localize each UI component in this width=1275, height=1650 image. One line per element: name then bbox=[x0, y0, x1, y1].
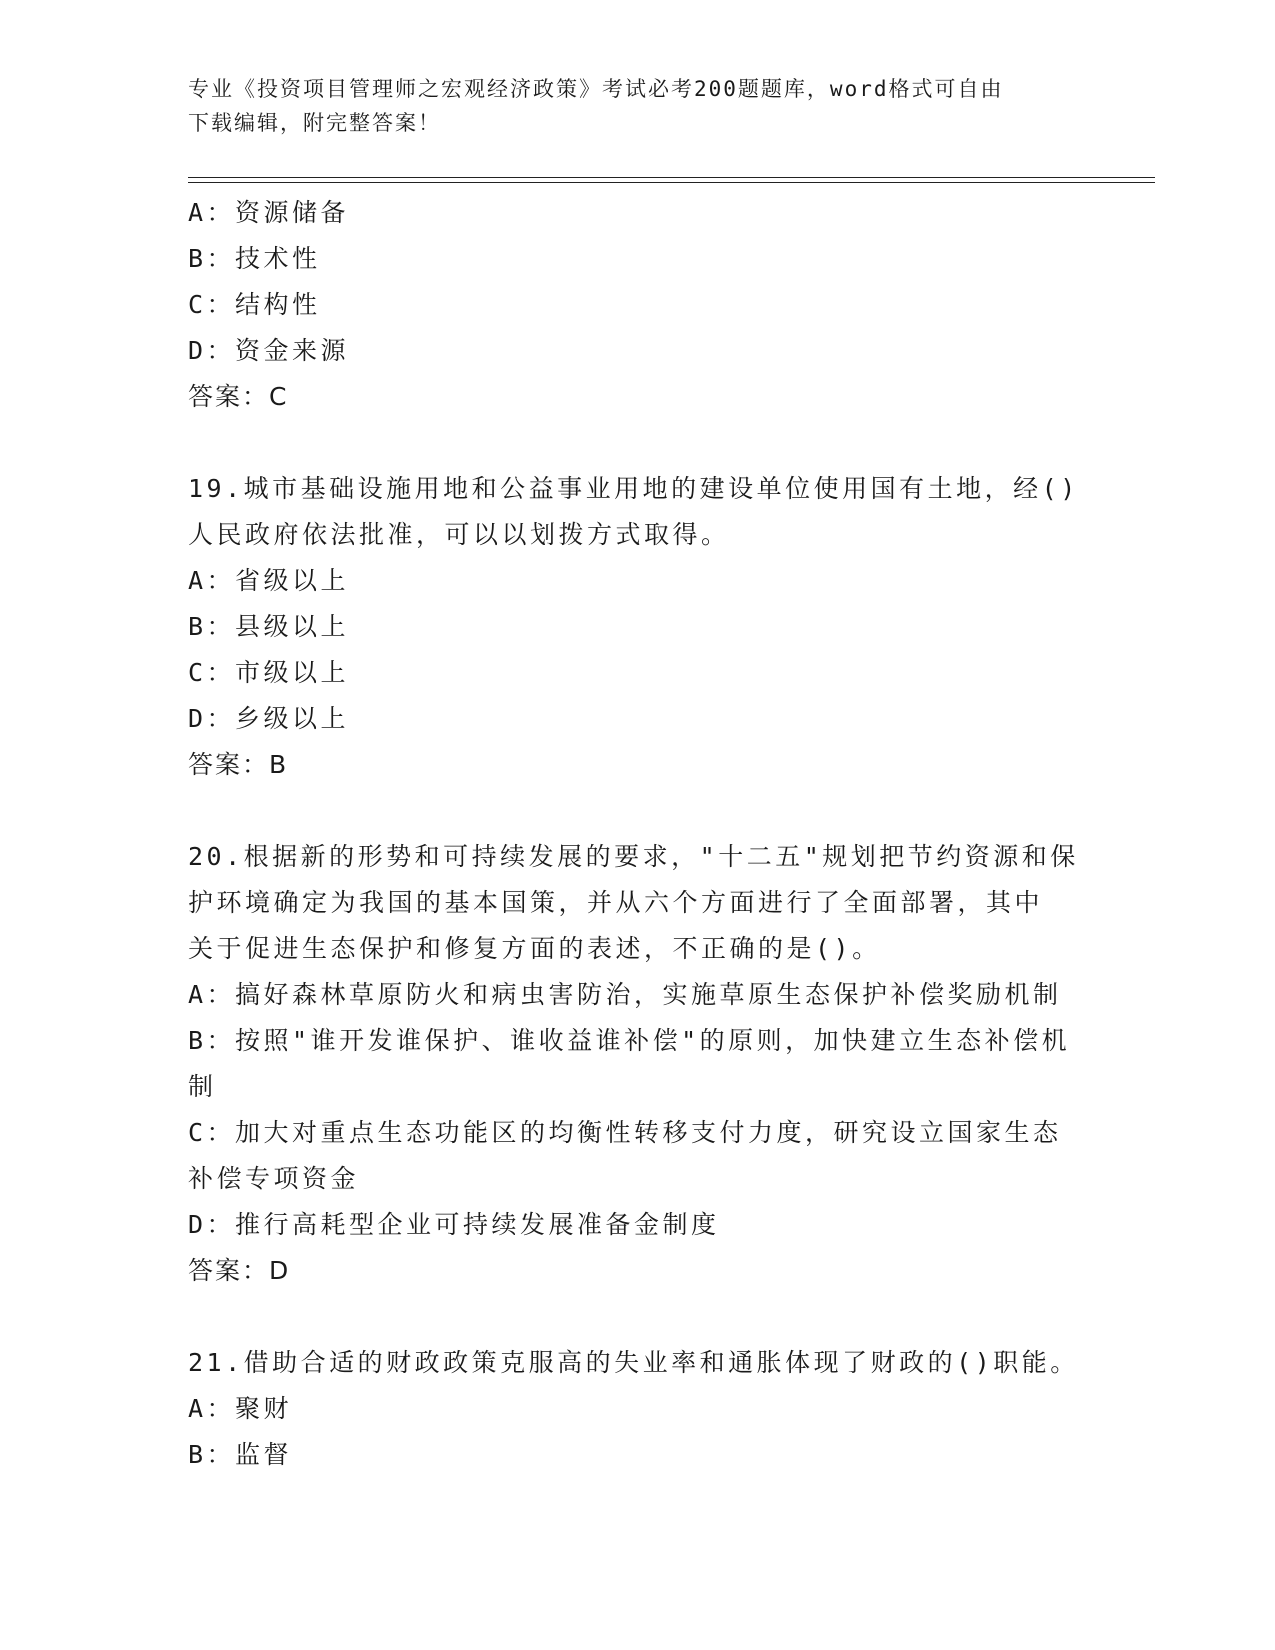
option-a: A：聚财 bbox=[188, 1394, 293, 1423]
question-19 bbox=[188, 466, 1088, 788]
option-c: C：市级以上 bbox=[188, 658, 350, 687]
option-c: C：结构性 bbox=[188, 290, 321, 319]
spacer bbox=[188, 1294, 1088, 1340]
option-a: A：省级以上 bbox=[188, 566, 350, 595]
question-20 bbox=[188, 834, 1088, 1294]
question-stem-line: 关于促进生态保护和修复方面的表述，不正确的是()。 bbox=[188, 934, 881, 963]
option-b: B：县级以上 bbox=[188, 612, 350, 641]
header-line-2: 下载编辑，附完整答案！ bbox=[188, 111, 441, 135]
option-d: D：推行高耗型企业可持续发展准备金制度 bbox=[188, 1210, 720, 1239]
option-d: D：资金来源 bbox=[188, 336, 350, 365]
question-stem-line: 人民政府依法批准，可以以划拨方式取得。 bbox=[188, 520, 730, 549]
option-b: B：技术性 bbox=[188, 244, 321, 273]
question-stem-line: 护环境确定为我国的基本国策，并从六个方面进行了全面部署，其中 bbox=[188, 888, 1044, 917]
question-18 bbox=[188, 190, 1088, 420]
header-divider-bottom bbox=[188, 182, 1155, 183]
answer-line: 答案：D bbox=[188, 1256, 291, 1285]
question-21 bbox=[188, 1340, 1088, 1478]
spacer bbox=[188, 788, 1088, 834]
option-c-continuation: 补偿专项资金 bbox=[188, 1164, 360, 1193]
header-line-1: 专业《投资项目管理师之宏观经济政策》考试必考200题题库，word格式可自由 bbox=[188, 77, 1004, 101]
spacer bbox=[188, 420, 1088, 466]
question-stem-line: 21.借助合适的财政政策克服高的失业率和通胀体现了财政的()职能。 bbox=[188, 1348, 1079, 1377]
question-stem-line: 19.城市基础设施用地和公益事业用地的建设单位使用国有土地，经() bbox=[188, 474, 1079, 503]
answer-line: 答案：C bbox=[188, 382, 289, 411]
option-d: D：乡级以上 bbox=[188, 704, 350, 733]
option-b: B：监督 bbox=[188, 1440, 293, 1469]
answer-line: 答案：B bbox=[188, 750, 289, 779]
option-a: A：资源储备 bbox=[188, 198, 350, 227]
option-a: A：搞好森林草原防火和病虫害防治，实施草原生态保护补偿奖励机制 bbox=[188, 980, 1062, 1009]
document-header bbox=[188, 72, 1088, 140]
option-b: B：按照"谁开发谁保护、谁收益谁补偿"的原则，加快建立生态补偿机 bbox=[188, 1026, 1071, 1055]
question-list bbox=[188, 190, 1088, 1478]
option-c: C：加大对重点生态功能区的均衡性转移支付力度，研究设立国家生态 bbox=[188, 1118, 1062, 1147]
question-stem-line: 20.根据新的形势和可持续发展的要求，"十二五"规划把节约资源和保 bbox=[188, 842, 1079, 871]
header-divider-top bbox=[188, 177, 1155, 178]
option-b-continuation: 制 bbox=[188, 1072, 217, 1101]
